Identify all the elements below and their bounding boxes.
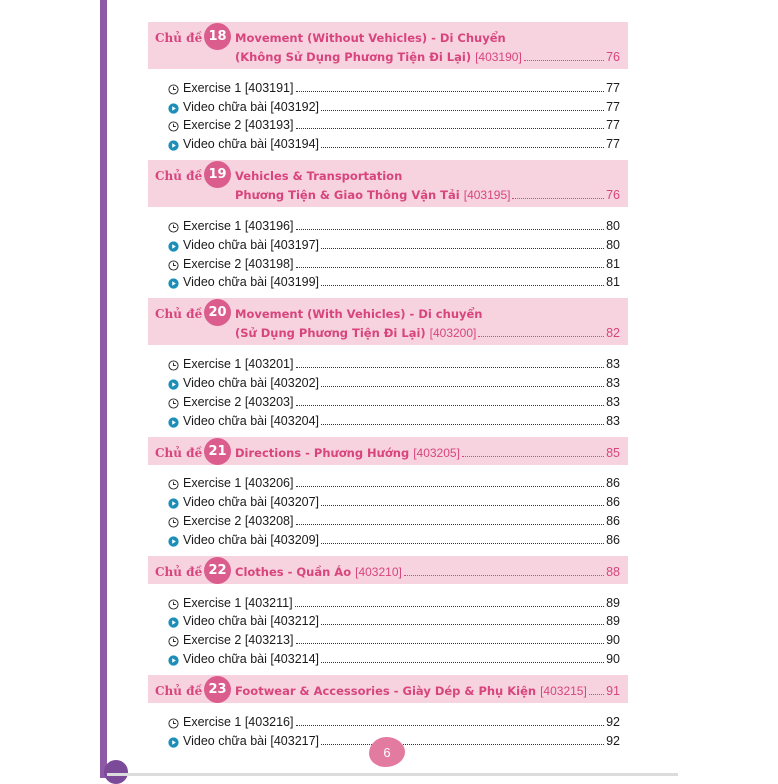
play-icon [168, 377, 179, 388]
item-page: 92 [606, 714, 620, 729]
clock-icon [168, 119, 179, 130]
item-label: Exercise 1 [403216] [183, 714, 294, 729]
chapter-item-list [148, 352, 628, 427]
clock-icon [168, 716, 179, 727]
chapter-item-list [148, 472, 628, 547]
chapter-page: 91 [606, 683, 620, 698]
chapter-code: [403200] [429, 326, 477, 341]
chapter-subtitle: Phương Tiện & Giao Thông Vận Tải [235, 188, 460, 203]
toc-item[interactable] [168, 371, 628, 390]
item-page: 86 [606, 532, 620, 547]
clock-icon [168, 82, 179, 93]
dot-leader [321, 504, 604, 506]
chapter-header[interactable] [148, 437, 628, 465]
dot-leader [296, 366, 605, 368]
corner-decoration [104, 760, 128, 784]
dot-leader [462, 455, 604, 457]
dot-leader [404, 574, 604, 576]
chapter-subtitle: (Không Sử Dụng Phương Tiện Đi Lại) [235, 50, 472, 64]
dot-leader [295, 605, 605, 607]
chapter-title: Directions - Phương Hướng [235, 445, 410, 460]
chapter-number-badge: 21 [204, 438, 231, 465]
toc-item[interactable] [168, 390, 628, 409]
item-page: 77 [606, 80, 620, 95]
chapter-header[interactable] [148, 160, 628, 207]
dot-leader [321, 385, 604, 387]
toc-item[interactable] [168, 610, 628, 629]
chapter-subtitle: (Sử Dụng Phương Tiện Đi Lại) [235, 326, 426, 341]
chapter-header[interactable] [148, 556, 628, 584]
chapter-code: [403215] [540, 683, 587, 698]
toc-item[interactable] [168, 710, 628, 729]
toc-item[interactable] [168, 214, 628, 233]
chapter-number-badge: 22 [204, 557, 231, 584]
item-label: Exercise 2 [403203] [183, 394, 294, 409]
item-label: Video chữa bài [403212] [183, 614, 320, 629]
clock-icon [168, 477, 179, 488]
chapter-prefix: Chủ đề [155, 169, 203, 184]
item-label: Exercise 1 [403206] [183, 476, 294, 491]
chapter-item-list [148, 214, 628, 289]
dot-leader [321, 284, 604, 286]
play-icon [168, 276, 179, 287]
item-page: 83 [606, 413, 620, 428]
toc-item[interactable] [168, 132, 628, 151]
dot-leader [296, 724, 605, 726]
clock-icon [168, 396, 179, 407]
toc-item[interactable] [168, 472, 628, 491]
item-page: 90 [606, 651, 620, 666]
chapter-number-badge: 20 [204, 299, 231, 326]
item-page: 86 [606, 495, 620, 510]
chapter-page: 76 [606, 188, 620, 203]
chapter-header[interactable] [148, 675, 628, 703]
chapter-title: Footwear & Accessories - Giày Dép & Phụ Kiện [235, 683, 537, 698]
item-label: Exercise 1 [403211] [183, 595, 293, 610]
item-label: Video chữa bài [403192] [183, 99, 320, 114]
item-label: Video chữa bài [403204] [183, 413, 320, 428]
chapter-code: [403190] [475, 50, 522, 64]
clock-icon [168, 515, 179, 526]
toc-item[interactable] [168, 509, 628, 528]
chapter-prefix: Chủ đề [155, 31, 203, 45]
play-icon [168, 138, 179, 149]
chapter-title: Clothes - Quần Áo [235, 564, 352, 579]
dot-leader [321, 146, 604, 148]
dot-leader [321, 423, 604, 425]
play-icon [168, 101, 179, 112]
chapter-number-badge: 23 [204, 676, 231, 703]
item-page: 77 [606, 99, 620, 114]
chapter-page: 85 [606, 445, 620, 460]
item-label: Video chữa bài [403197] [183, 237, 320, 252]
chapter-page: 76 [606, 50, 620, 64]
item-page: 92 [606, 733, 620, 748]
toc-item[interactable] [168, 528, 628, 547]
chapter-prefix: Chủ đề [155, 683, 203, 698]
item-label: Exercise 2 [403208] [183, 513, 294, 528]
item-page: 77 [606, 118, 620, 133]
chapter-prefix: Chủ đề [155, 564, 203, 579]
toc-item[interactable] [168, 252, 628, 271]
toc-item[interactable] [168, 233, 628, 252]
dot-leader [296, 90, 605, 92]
table-of-contents [148, 22, 628, 757]
item-label: Exercise 2 [403213] [183, 633, 294, 648]
clock-icon [168, 597, 179, 608]
chapter-page: 82 [606, 326, 620, 341]
clock-icon [168, 358, 179, 369]
item-page: 80 [606, 237, 620, 252]
play-icon [168, 496, 179, 507]
clock-icon [168, 258, 179, 269]
toc-item[interactable] [168, 76, 628, 95]
item-page: 89 [606, 614, 620, 629]
dot-leader [321, 661, 604, 663]
item-label: Video chữa bài [403199] [183, 275, 320, 290]
dot-leader [321, 743, 604, 745]
item-page: 86 [606, 476, 620, 491]
dot-leader [512, 197, 604, 199]
chapter-item-list [148, 76, 628, 151]
clock-icon [168, 634, 179, 645]
item-label: Video chữa bài [403214] [183, 651, 320, 666]
dot-leader [296, 485, 605, 487]
chapter-title: Movement (Without Vehicles) - Di Chuyển [235, 31, 506, 45]
toc-item[interactable] [168, 271, 628, 290]
dot-leader [296, 127, 605, 129]
chapter-code: [403195] [463, 188, 511, 203]
toc-item[interactable] [168, 95, 628, 114]
item-page: 86 [606, 513, 620, 528]
item-label: Video chữa bài [403209] [183, 532, 320, 547]
toc-item[interactable] [168, 628, 628, 647]
play-icon [168, 653, 179, 664]
page-number: 6 [383, 744, 391, 760]
chapter-prefix: Chủ đề [155, 445, 203, 460]
item-label: Exercise 2 [403193] [183, 118, 294, 133]
item-label: Exercise 2 [403198] [183, 256, 294, 271]
chapter-prefix: Chủ đề [155, 307, 203, 322]
dot-leader [321, 623, 604, 625]
toc-item[interactable] [168, 647, 628, 666]
toc-item[interactable] [168, 409, 628, 428]
play-icon [168, 615, 179, 626]
chapter-header[interactable] [148, 298, 628, 345]
item-page: 90 [606, 633, 620, 648]
toc-item[interactable] [168, 591, 628, 610]
item-page: 83 [606, 357, 620, 372]
dot-leader [478, 335, 604, 337]
item-label: Exercise 1 [403196] [183, 218, 294, 233]
chapter-code: [403210] [355, 564, 402, 579]
item-label: Video chữa bài [403207] [183, 495, 320, 510]
item-label: Exercise 1 [403191] [183, 80, 294, 95]
toc-item[interactable] [168, 490, 628, 509]
toc-item[interactable] [168, 114, 628, 133]
dot-leader [296, 266, 605, 268]
item-label: Video chữa bài [403202] [183, 375, 320, 390]
play-icon [168, 239, 179, 250]
dot-leader [296, 404, 605, 406]
dot-leader [321, 247, 604, 249]
play-icon [168, 735, 179, 746]
item-label: Exercise 1 [403201] [183, 357, 294, 372]
chapter-title-row-2 [155, 183, 620, 202]
dot-leader [296, 523, 605, 525]
chapter-number-badge: 18 [204, 23, 231, 50]
play-icon [168, 415, 179, 426]
play-icon [168, 534, 179, 545]
dot-leader [524, 59, 604, 61]
dot-leader [296, 642, 605, 644]
left-margin-bar [100, 0, 107, 778]
item-page: 83 [606, 394, 620, 409]
item-page: 89 [606, 595, 620, 610]
dot-leader [321, 542, 604, 544]
chapter-page: 88 [606, 564, 620, 579]
chapter-title: Movement (With Vehicles) - Di chuyển [235, 307, 483, 322]
chapter-title-row-2 [155, 321, 620, 340]
item-page: 83 [606, 375, 620, 390]
toc-item[interactable] [168, 352, 628, 371]
clock-icon [168, 220, 179, 231]
item-page: 77 [606, 137, 620, 152]
chapter-item-list [148, 591, 628, 666]
item-page: 81 [606, 256, 620, 271]
item-label: Video chữa bài [403194] [183, 137, 320, 152]
chapter-code: [403205] [413, 445, 460, 460]
item-page: 81 [606, 275, 620, 290]
chapter-number-badge: 19 [204, 161, 231, 188]
item-label: Video chữa bài [403217] [183, 733, 320, 748]
dot-leader [296, 228, 605, 230]
bottom-rule [107, 773, 678, 776]
item-page: 80 [606, 218, 620, 233]
chapter-title: Vehicles & Transportation [235, 169, 403, 184]
chapter-header[interactable] [148, 22, 628, 69]
dot-leader [589, 693, 604, 695]
dot-leader [321, 109, 604, 111]
